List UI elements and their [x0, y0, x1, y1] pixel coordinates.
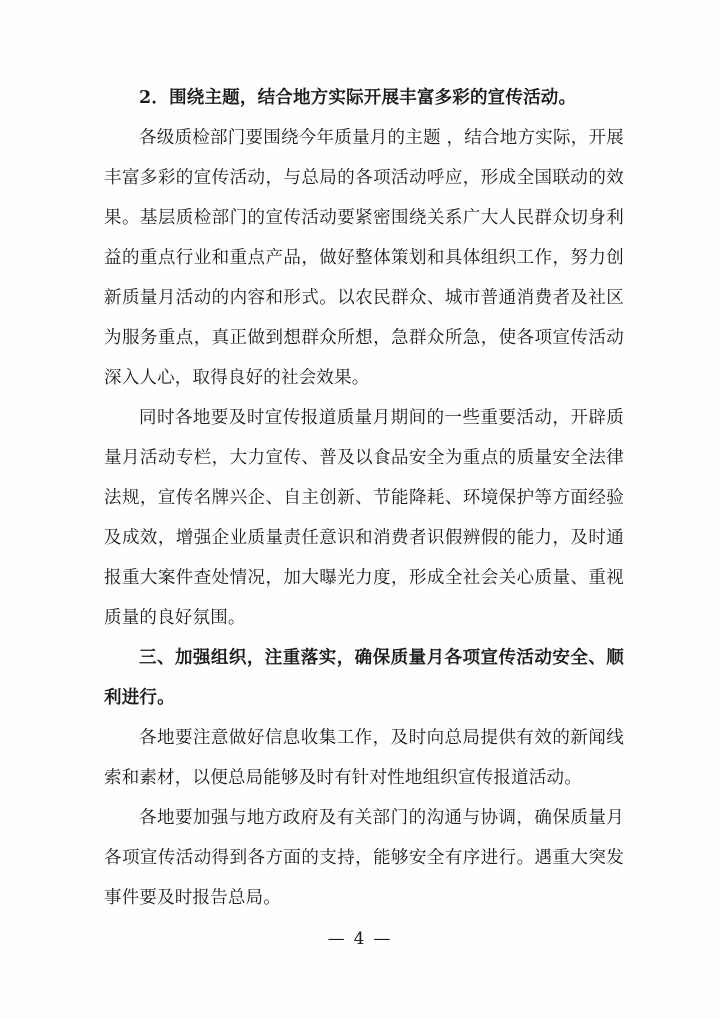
paragraph-4: 各地要加强与地方政府及有关部门的沟通与协调，确保质量月各项宣传活动得到各方面的支持，能够安全有序进行。遇重大突发事件要及时报告总局。	[104, 808, 624, 908]
paragraph-2: 同时各地要及时宣传报道质量月期间的一些重要活动，开辟质量月活动专栏，大力宣传、普及以食品安全为重点的质量安全法律法规，宣传名牌兴企、自主创新、节能降耗、环境保护等方面经验及成效，增强企业质量责任意识和消费者识假辨假的能力，及时通报重大案件查处情况，加大曝光力度，形成全社会关心质量、重视质量的良好氛围。	[104, 408, 624, 628]
page-number-value: 4	[353, 929, 367, 949]
document-body	[104, 78, 624, 918]
section-heading-3: 三、加强组织，注重落实，确保质量月各项宣传活动安全、顺利进行。	[104, 648, 624, 708]
page-number-dash-left: —	[327, 929, 347, 949]
paragraph-1: 各级质检部门要围绕今年质量月的主题 ，结合地方实际，开展丰富多彩的宣传活动，与总局的各项活动呼应，形成全国联动的效果。基层质检部门的宣传活动要紧密围绕关系广大人民群众切身利益的重点行业和重点产品，做好整体策划和具体组织工作，努力创新质量月活动的内容和形式。以农民群众、城市普通消费者及社区为服务重点，真正做到想群众所想，急群众所急，使各项宣传活动深入人心，取得良好的社会效果。	[104, 128, 624, 388]
page-number-dash-right: —	[373, 929, 393, 949]
paragraph-3: 各地要注意做好信息收集工作，及时向总局提供有效的新闻线索和素材，以便总局能够及时有针对性地组织宣传报道活动。	[104, 728, 624, 788]
page-number	[0, 929, 720, 949]
section-heading-2: 2．围绕主题，结合地方实际开展丰富多彩的宣传活动。	[139, 88, 577, 108]
